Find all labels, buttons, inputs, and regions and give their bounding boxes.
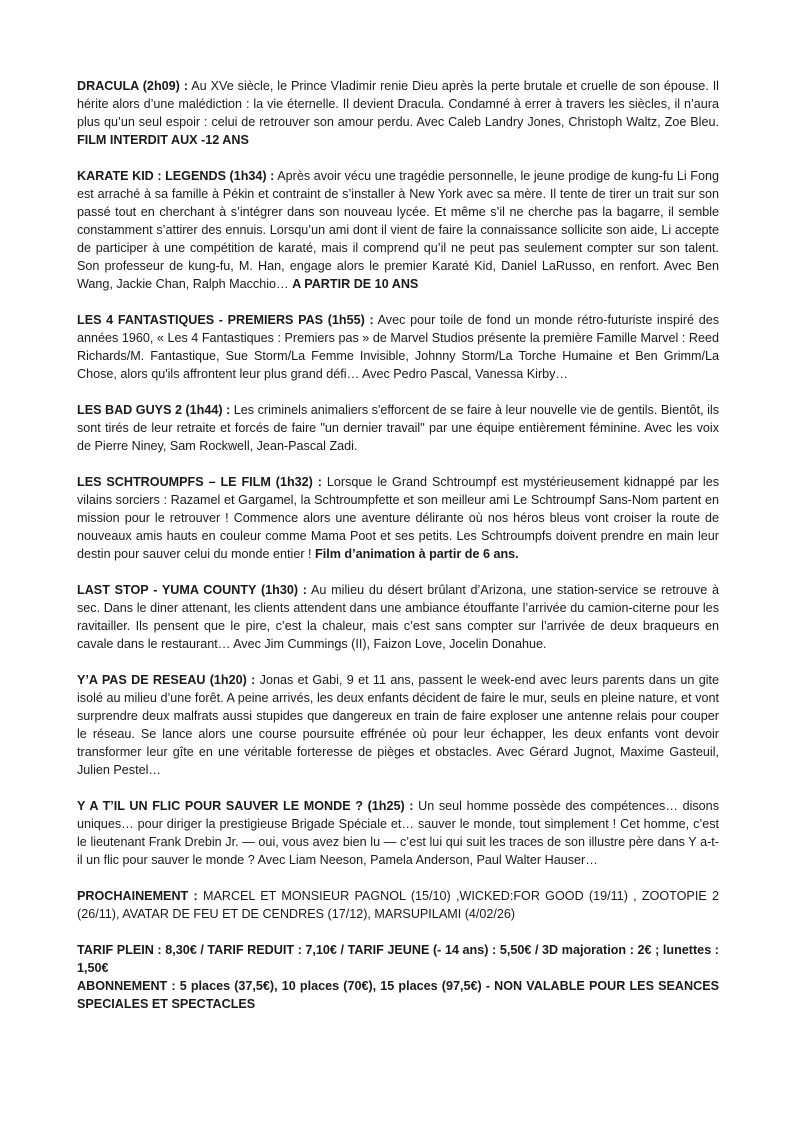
film-flic xyxy=(77,797,719,869)
document-page xyxy=(77,77,719,1031)
prochainement xyxy=(77,887,719,923)
film-synopsis: Après avoir vécu une tragédie personnelle, le jeune prodige de kung-fu Li Fong est arraché à sa famille à Pékin et contraint de s’installer à New York avec sa mère. Il tente de tirer un trait sur son passé tout en cherchant à s’intégrer dans son nouveau lycée. Et même s’il ne cherche pas la bagarre, il semble constamment s’attirer des ennuis. Lorsqu’un ami dont il vient de faire la connaissance sollicite son aide, Li accepte de participer à une compétition de karaté, mais il comprend qu’il ne peut pas seulement compter sur son talent. Son professeur de kung-fu, M. Han, engage alors le premier Karaté Kid, Daniel LaRusso, en renfort. Avec Ben Wang, Jackie Chan, Ralph Macchio… xyxy=(77,169,719,291)
film-synopsis: Avec pour toile de fond un monde rétro-futuriste inspiré des années 1960, « Les 4 Fantastiques : Premiers pas » de Marvel Studios présente la première Famille Marvel : Reed Richards/M. Fantastique, Sue Storm/La Femme Invisible, Johnny Storm/La Torche Humaine et Ben Grimm/La Chose, alors qu'ils affrontent leur plus grand défi… Avec Pedro Pascal, Vanessa Kirby… xyxy=(77,313,719,381)
film-title: LES 4 FANTASTIQUES - PREMIERS PAS (1h55) : xyxy=(77,313,374,327)
film-title: DRACULA (2h09) : xyxy=(77,79,188,93)
prochainement-list: MARCEL ET MONSIEUR PAGNOL (15/10) ,WICKED:FOR GOOD (19/11) , ZOOTOPIE 2 (26/11), AVATAR DE FEU ET DE CENDRES (17/12), MARSUPILAMI (4/02/26) xyxy=(77,889,719,921)
prochainement-label: PROCHAINEMENT : xyxy=(77,889,198,903)
film-title: Y’A PAS DE RESEAU (1h20) : xyxy=(77,673,256,687)
film-title: LES BAD GUYS 2 (1h44) : xyxy=(77,403,231,417)
film-bad-guys-2 xyxy=(77,401,719,455)
film-schtroumpfs xyxy=(77,473,719,563)
abonnement: ABONNEMENT : 5 places (37,5€), 10 places (70€), 15 places (97,5€) - NON VALABLE POUR LES SEANCES SPECIALES ET SPECTACLES xyxy=(77,979,719,1011)
film-synopsis: Jonas et Gabi, 9 et 11 ans, passent le week-end avec leurs parents dans un gite isolé au milieu d’une forêt. A peine arrivés, les deux enfants décident de faire le mur, seuls en pleine nature, et vont surprendre deux malfrats aussi stupides que dangereux en train de faire exploser une antenne relais pour couper le réseau. Se lance alors une course poursuite effrénée où pour leur échapper, les deux enfants vont devoir transformer leur gîte en une véritable forteresse de pièges et obstacles. Avec Gérard Jugnot, Maxime Gasteuil, Julien Pestel… xyxy=(77,673,719,777)
film-synopsis: Au XVe siècle, le Prince Vladimir renie Dieu après la perte brutale et cruelle de son épouse. Il hérite alors d’une malédiction : la vie éternelle. Il devient Dracula. Condamné à errer à travers les siècles, il n’aura plus qu’un seul espoir : celui de retrouver son amour perdu. Avec Caleb Landry Jones, Christoph Waltz, Zoe Bleu. xyxy=(77,79,719,129)
film-age-note: FILM INTERDIT AUX -12 ANS xyxy=(77,133,249,147)
film-age-note: Film d’animation à partir de 6 ans. xyxy=(315,547,519,561)
film-4-fantastiques xyxy=(77,311,719,383)
film-synopsis: Un seul homme possède des compétences… disons uniques… pour diriger la prestigieuse Brigade Spéciale et… sauver le monde, tout simplement ! Cet homme, c’est le lieutenant Frank Drebin Jr. — oui, vous avez bien lu — c’est lui qui suit les traces de son illustre père dans Y a-t-il un flic pour sauver le monde ? Avec Liam Neeson, Pamela Anderson, Paul Walter Hauser… xyxy=(77,799,719,867)
film-title: Y A T’IL UN FLIC POUR SAUVER LE MONDE ? (1h25) : xyxy=(77,799,414,813)
film-age-note: A PARTIR DE 10 ANS xyxy=(292,277,419,291)
film-synopsis: Au milieu du désert brûlant d’Arizona, une station-service se retrouve à sec. Dans le diner attenant, les clients attendent dans une ambiance étouffante l’arrivée du camion-citerne pour les ravitailler. Ils pensent que le pire, c’est la chaleur, mais c’est sans compter sur l’arrivée de deux braqueurs en cavale dans le restaurant… Avec Jim Cummings (II), Faizon Love, Jocelin Donahue. xyxy=(77,583,719,651)
film-ya-pas-de-reseau xyxy=(77,671,719,779)
film-synopsis: Lorsque le Grand Schtroumpf est mystérieusement kidnappé par les vilains sorciers : Razamel et Gargamel, la Schtroumpfette et son meilleur ami Le Schtroumpf Sans-Nom partent en mission pour le retrouver ! Commence alors une aventure délirante où nos héros bleus vont croiser la route de nouveaux amis hauts en couleur comme Mama Poot et ses petits. Les Schtroumpfs doivent prendre en main leur destin pour sauver celui du monde entier ! xyxy=(77,475,720,561)
film-dracula xyxy=(77,77,719,149)
tarifs: TARIF PLEIN : 8,30€ / TARIF REDUIT : 7,10€ / TARIF JEUNE (- 14 ans) : 5,50€ / 3D majoration : 2€ ; lunettes : 1,50€ xyxy=(77,943,719,975)
film-title: LES SCHTROUMPFS – LE FILM (1h32) : xyxy=(77,475,322,489)
film-title: LAST STOP - YUMA COUNTY (1h30) : xyxy=(77,583,307,597)
film-synopsis: Les criminels animaliers s'efforcent de se faire à leur nouvelle vie de gentils. Bientôt, ils sont tirés de leur retraite et forcés de faire "un dernier travail" par une équipe entièrement féminine. Avec les voix de Pierre Niney, Sam Rockwell, Jean-Pascal Zadi. xyxy=(77,403,719,453)
film-karate-kid xyxy=(77,167,719,293)
film-title: KARATE KID : LEGENDS (1h34) : xyxy=(77,169,275,183)
film-last-stop xyxy=(77,581,719,653)
